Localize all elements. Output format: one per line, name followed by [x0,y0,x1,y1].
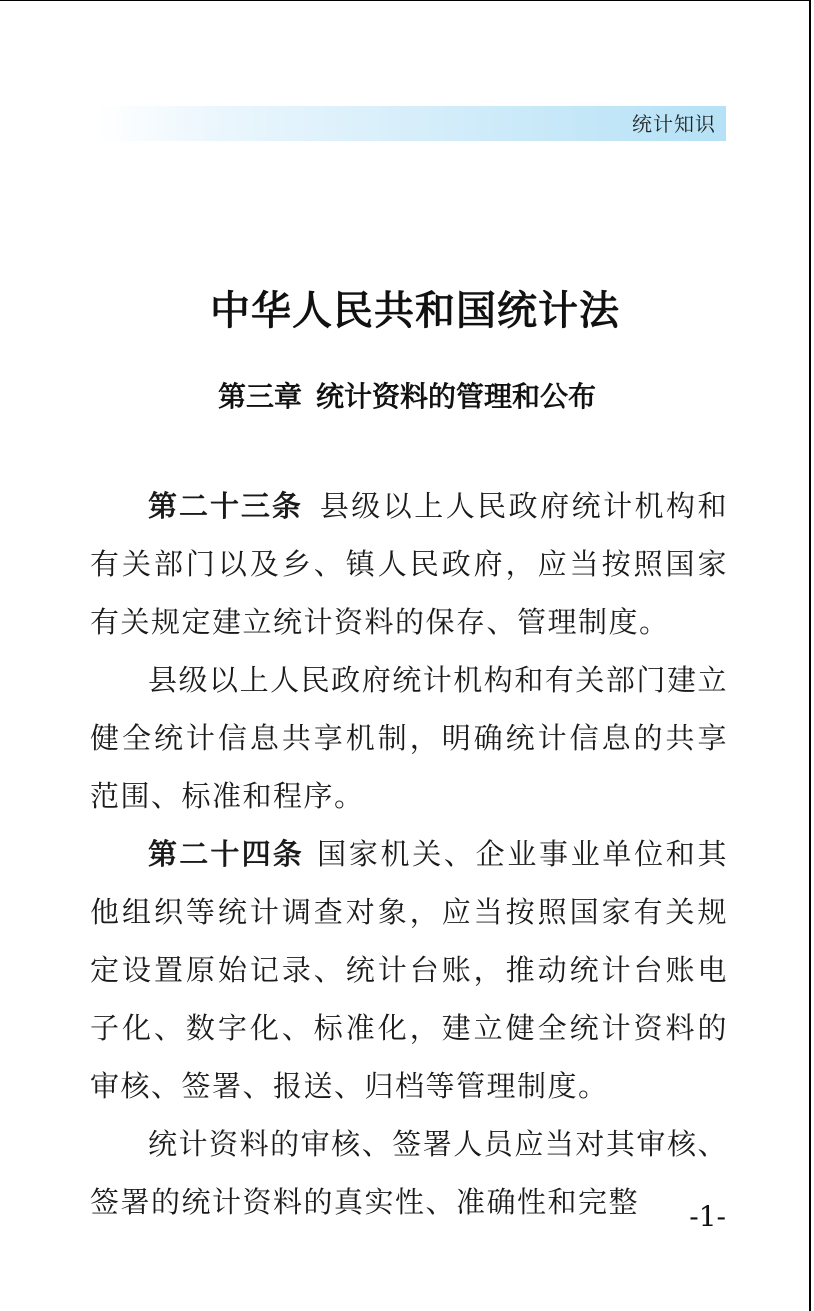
article-number: 第二十三条 [148,489,303,523]
page-number: -1- [689,1200,726,1233]
paragraph-article-23 [90,477,728,651]
article-number: 第二十四条 [148,837,304,871]
paragraph-article-24 [90,825,728,1115]
section-banner [96,106,726,141]
paragraph-text: 统计资料的审核、签署人员应当对其审核、签署的统计资料的真实性、准确性和完整 [90,1127,728,1219]
paragraph-text: 国家机关、企业事业单位和其他组织等统计调查对象，应当按照国家有关规定设置原始记录、统计台账，推动统计台账电子化、数字化、标准化，建立健全统计资料的审核、签署、报送、归档等管理制度。 [90,837,728,1103]
chapter-name: 统计资料的管理和公布 [316,380,597,413]
paragraph-article-23-cont [90,651,728,825]
document-title: 中华人民共和国统计法 [210,286,620,334]
section-label: 统计知识 [632,112,716,136]
article-body [90,477,728,1231]
paragraph-text: 县级以上人民政府统计机构和有关部门以及乡、镇人民政府，应当按照国家有关规定建立统计资料的保存、管理制度。 [90,489,728,639]
paragraph-text: 县级以上人民政府统计机构和有关部门建立健全统计信息共享机制，明确统计信息的共享范围、标准和程序。 [90,663,728,813]
chapter-number: 第三章 [217,380,302,413]
chapter-title [0,377,814,417]
paragraph-article-24-cont [90,1115,728,1231]
